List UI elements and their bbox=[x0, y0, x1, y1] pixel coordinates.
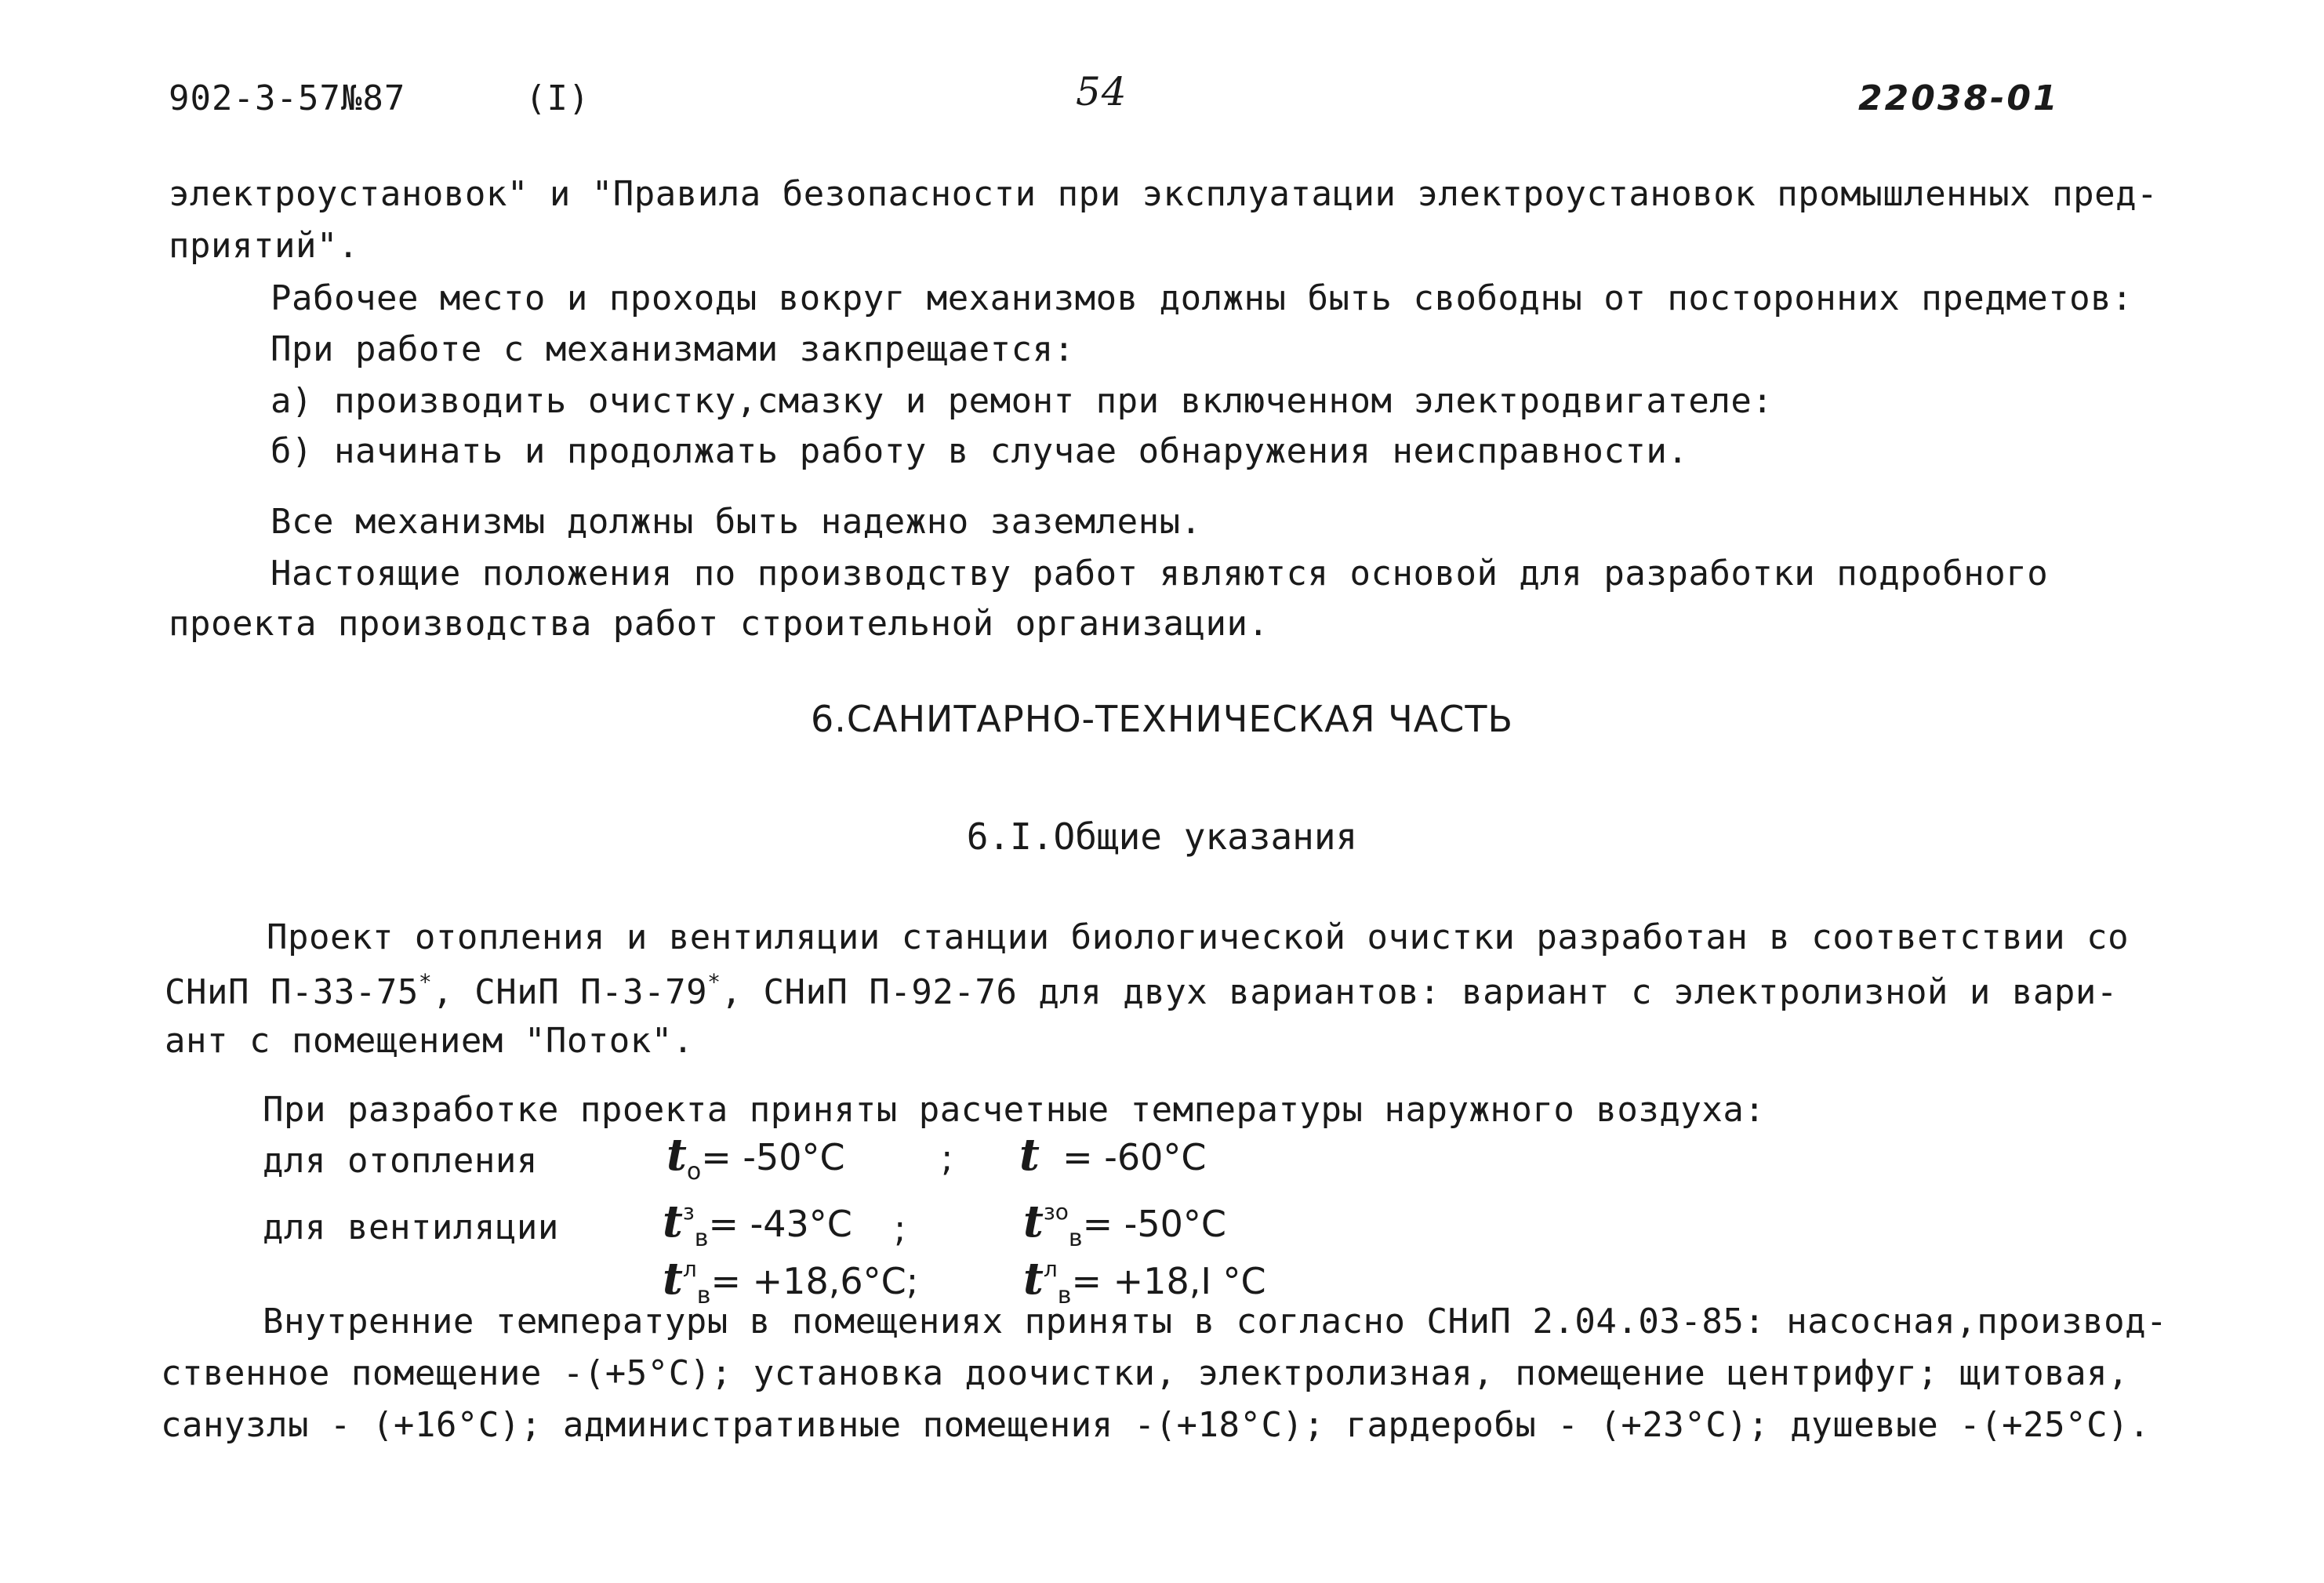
paragraph-line: Настоящие положения по производству работ являются основой для разработки подробного bbox=[271, 554, 2049, 594]
temperature-value: $t^{зo}_в= -50^\circ C$ bbox=[1023, 1196, 1227, 1252]
list-item: а) производить очистку,смазку и ремонт при включенном электродвигателе: bbox=[271, 381, 1774, 421]
page-number: 54 bbox=[1076, 69, 1128, 114]
paragraph-line: При работе с механизмами закпрещается: bbox=[271, 329, 1075, 369]
list-item: б) начинать и продолжать работу в случае обнаружения неисправности. bbox=[271, 431, 1689, 471]
paragraph-line: Рабочее место и проходы вокруг механизмов должны быть свободны от посторонних предметов: bbox=[271, 278, 2133, 318]
document-code: 902-3-57№87 bbox=[169, 78, 406, 118]
paragraph-line: санузлы - (+16°C); административные помещения -(+18°C); гардеробы - (+23°C); душевые -(+25°C). bbox=[161, 1405, 2151, 1445]
temperature-value: $t^з_в= -43^\circ C$ bbox=[663, 1196, 852, 1252]
paragraph-line: Внутренние температуры в помещениях приняты в согласно СНиП 2.04.03-85: насосная,производ- bbox=[263, 1302, 2168, 1342]
paragraph-line: СНиП П-33-75*, СНиП П-3-79*, СНиП П-92-76 для двух вариантов: вариант с электролизной и вари- bbox=[165, 969, 2118, 1012]
document-part: (I) bbox=[525, 78, 590, 118]
document-number: 22038-01 bbox=[1858, 78, 2060, 118]
heating-label: для отопления bbox=[263, 1141, 538, 1181]
paragraph-line: Все механизмы должны быть надежно заземлены. bbox=[271, 502, 1202, 542]
paragraph-line: ственное помещение -(+5°C); установка доочистки, электролизная, помещение центрифуг; щитовая, bbox=[161, 1353, 2130, 1393]
paragraph-line: Проект отопления и вентиляции станции биологической очистки разработан в соответствии со bbox=[267, 917, 2130, 957]
section-title: 6.САНИТАРНО-ТЕХНИЧЕСКАЯ ЧАСТЬ bbox=[810, 698, 1514, 740]
section-subtitle: 6.I.Общие указания bbox=[966, 815, 1358, 858]
temperature-value: $t^л_в= +18,I$ °C bbox=[1023, 1253, 1266, 1309]
separator: ; bbox=[941, 1137, 953, 1179]
paragraph-line: приятий". bbox=[169, 226, 359, 266]
paragraph-line: При разработке проекта приняты расчетные температуры наружного воздуха: bbox=[263, 1090, 1766, 1130]
paragraph-line: проекта производства работ строительной организации. bbox=[169, 604, 1269, 644]
paragraph-line: ант с помещением "Поток". bbox=[165, 1021, 694, 1061]
ventilation-label: для вентиляции bbox=[263, 1207, 559, 1247]
temperature-value: $t_o= -50^\circ C$ bbox=[666, 1129, 845, 1185]
separator: ; bbox=[894, 1207, 906, 1250]
temperature-value: $t^л_в= +18,6^\circ C$; bbox=[663, 1253, 919, 1309]
temperature-value: t = -60°C bbox=[1019, 1129, 1207, 1181]
paragraph-line: электроустановок" и "Правила безопасности при эксплуатации электроустановок промышленных пред- bbox=[169, 174, 2159, 214]
